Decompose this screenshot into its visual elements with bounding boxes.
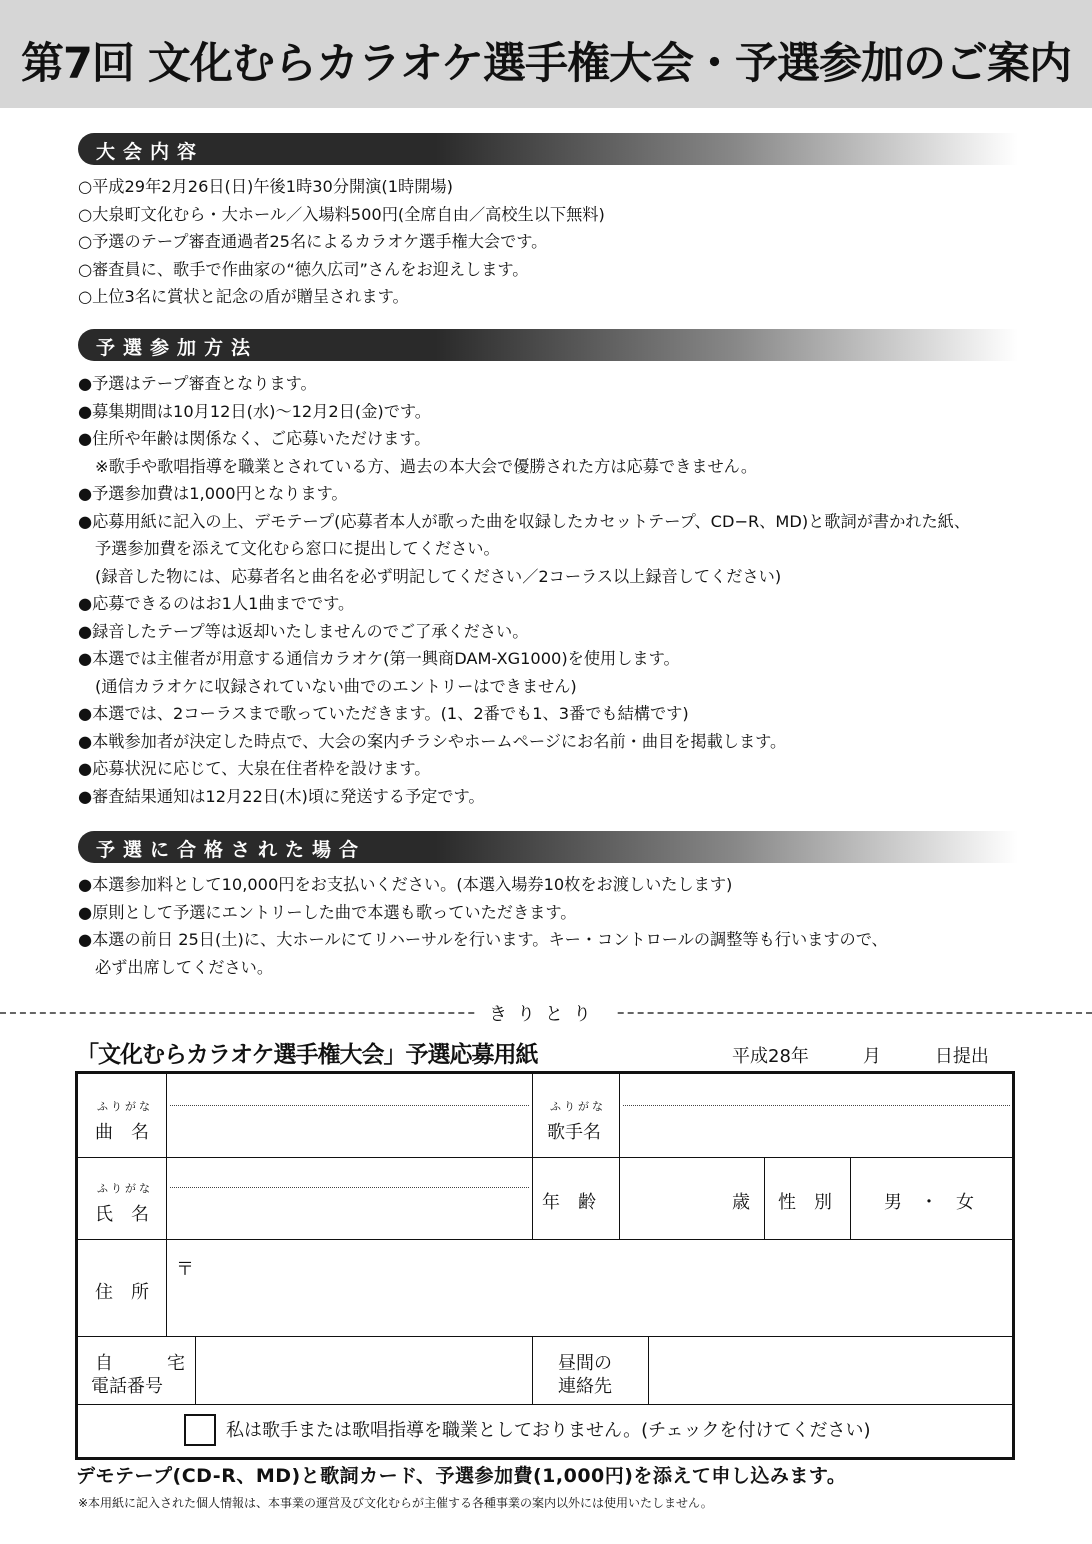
section-heading-method	[78, 329, 1018, 361]
list-item: ○審査員に、歌手で作曲家の“徳久広司”さんをお迎えします。	[78, 259, 529, 279]
age-field[interactable]	[621, 1159, 741, 1237]
section-passed-list	[78, 871, 1078, 981]
day-contact-label-1: 昼間の	[558, 1353, 612, 1374]
address-field[interactable]	[168, 1241, 1010, 1334]
list-item: ●本選では、2コーラスまで歌っていただきます。(1、2番でも1、3番でも結構です)	[78, 704, 689, 723]
list-item: ●本戦参加者が決定した時点で、大会の案内チラシやホームページにお名前・曲目を掲載します。	[78, 731, 787, 751]
cut-label: きりとり	[475, 1000, 615, 1026]
section-contents-list	[78, 173, 1078, 311]
list-item: ○平成29年2月26日(日)午後1時30分開演(1時開場)	[78, 177, 453, 196]
list-item: ●予選はテープ審査となります。	[78, 374, 317, 393]
age-label: 年 齢	[542, 1192, 596, 1213]
home-phone-field[interactable]	[197, 1338, 530, 1402]
list-item: ●住所や年齢は関係なく、ご応募いただけます。	[78, 429, 431, 448]
furigana-label: ふりがな	[97, 1182, 153, 1195]
section-heading-contents	[78, 133, 1018, 165]
furigana-label: ふりがな	[550, 1100, 606, 1113]
list-item: ●本選の前日 25日(土)に、大ホールにてリハーサルを行います。キー・コントロールの調整等も行いますので、	[78, 930, 888, 949]
list-item: ●応募用紙に記入の上、デモテープ(応募者本人が歌った曲を収録したカセットテープ、CD−R、MD)と歌詞が書かれた紙、	[78, 511, 971, 531]
section-method-list	[78, 370, 1078, 810]
sex-label: 性 別	[778, 1192, 832, 1213]
application-form	[75, 1071, 1015, 1460]
profession-checkbox[interactable]	[184, 1414, 216, 1446]
list-item: ●審査結果通知は12月22日(木)頃に発送する予定です。	[78, 786, 485, 806]
list-item: ●応募状況に応じて、大泉在住者枠を設けます。	[78, 759, 431, 778]
page-title: 第7回 文化むらカラオケ選手権大会・予選参加のご案内	[20, 39, 1072, 89]
song-label: 曲 名	[95, 1122, 149, 1143]
list-item: (通信カラオケに収録されていない曲でのエントリーはできません)	[95, 676, 577, 696]
list-item: ●本選では主催者が用意する通信カラオケ(第一興商DAM-XG1000)を使用します。	[78, 649, 680, 668]
section-heading-label: 予選に合格された場合	[96, 839, 367, 861]
age-unit: 歳	[732, 1192, 750, 1213]
list-item: 必ず出席してください。	[95, 957, 274, 977]
form-title: 「文化むらカラオケ選手権大会」予選応募用紙	[76, 1042, 538, 1068]
section-heading-passed	[78, 831, 1018, 863]
name-field[interactable]	[168, 1190, 530, 1237]
postal-mark: 〒	[176, 1259, 194, 1280]
list-item: (録音した物には、応募者名と曲名を必ず明記してください／2コーラス以上録音してください)	[95, 566, 782, 586]
sex-options[interactable]: 男 ・ 女	[884, 1192, 974, 1213]
singer-name-field[interactable]	[621, 1108, 1010, 1155]
list-item: 予選参加費を添えて文化むら窓口に提出してください。	[95, 539, 500, 558]
checkbox-text: 私は歌手または歌唱指導を職業としておりません。(チェックを付けてください)	[226, 1420, 871, 1441]
section-heading-label: 予選参加方法	[96, 337, 259, 359]
list-item: ●本選参加料として10,000円をお支払いください。(本選入場券10枚をお渡しいたします)	[78, 875, 733, 894]
list-item: ●原則として予選にエントリーした曲で本選も歌っていただきます。	[78, 902, 577, 922]
submission-note: デモテープ(CD-R、MD)と歌詞カード、予選参加費(1,000円)を添えて申し込みます。	[76, 1465, 847, 1487]
furigana-label: ふりがな	[97, 1100, 153, 1113]
name-label: 氏 名	[95, 1204, 149, 1225]
home-phone-label-1: 自 宅	[95, 1353, 185, 1374]
list-item: ●録音したテープ等は返却いたしませんのでご了承ください。	[78, 621, 529, 641]
list-item: ●予選参加費は1,000円となります。	[78, 484, 348, 503]
section-heading-label: 大会内容	[96, 141, 205, 163]
home-phone-label-2: 電話番号	[91, 1376, 163, 1397]
privacy-footnote: ※本用紙に記入された個人情報は、本事業の運営及び文化むらが主催する各種事業の案内以外には使用いたしません。	[78, 1496, 713, 1510]
list-item: ○大泉町文化むら・大ホール／入場料500円(全席自由／高校生以下無料)	[78, 204, 605, 224]
day-contact-field[interactable]	[650, 1338, 1010, 1402]
singer-label: 歌手名	[547, 1122, 601, 1143]
song-name-field[interactable]	[168, 1108, 530, 1155]
list-item: ○上位3名に賞状と記念の盾が贈呈されます。	[78, 287, 409, 306]
list-item: ●募集期間は10月12日(水)～12月2日(金)です。	[78, 401, 431, 421]
list-item: ●応募できるのはお1人1曲までです。	[78, 594, 355, 613]
address-label: 住 所	[95, 1282, 149, 1303]
form-date: 平成28年 月 日提出	[732, 1046, 989, 1067]
day-contact-label-2: 連絡先	[558, 1376, 612, 1397]
list-item: ○予選のテープ審査通過者25名によるカラオケ選手権大会です。	[78, 232, 548, 251]
list-item: ※歌手や歌唱指導を職業とされている方、過去の本大会で優勝された方は応募できません。	[95, 456, 758, 476]
